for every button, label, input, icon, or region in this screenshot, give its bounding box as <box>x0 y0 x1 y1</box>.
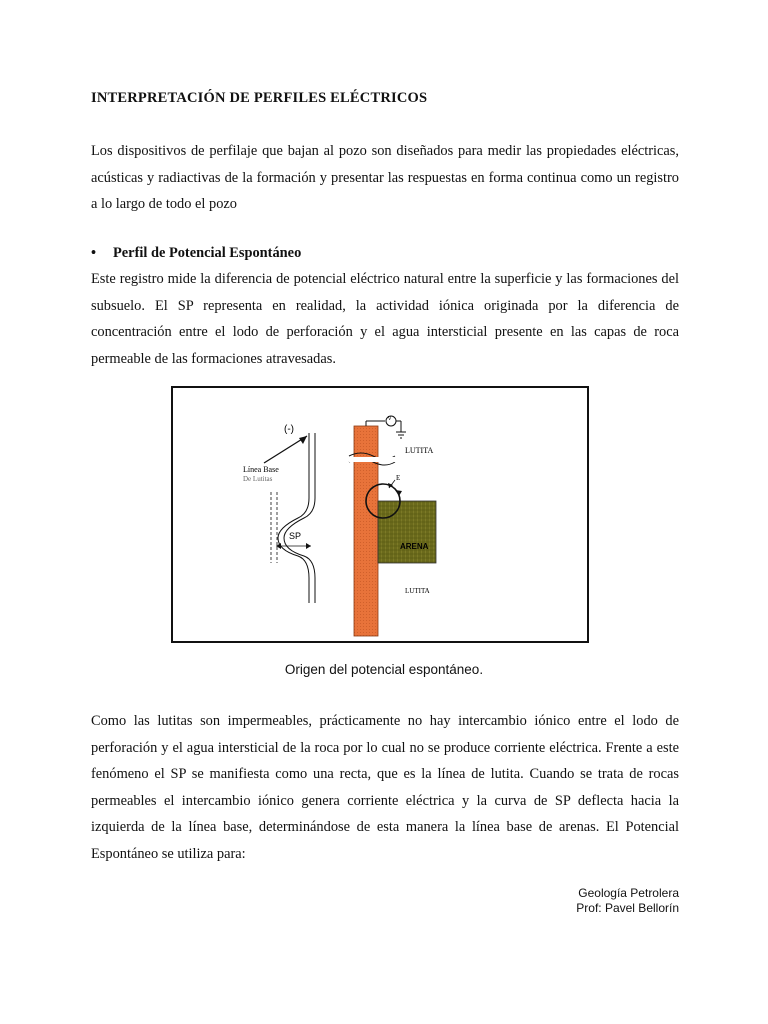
lutita-top-label: LUTITA <box>405 446 434 455</box>
base-label-2: De Lutitas <box>243 475 273 483</box>
footer-course: Geología Petrolera <box>578 886 679 900</box>
sp-diagram-figure <box>171 386 589 643</box>
section-heading <box>91 245 301 262</box>
intro-paragraph: Los dispositivos de perfilaje que bajan al pozo son diseñados para medir las propiedades eléctricas, acústicas y radiactivas de la formación y presentar las respuestas en forma continua como un registro a lo largo de todo el pozo <box>91 143 679 212</box>
lutita-bottom-label: LUTITA <box>405 587 430 595</box>
figure-caption: Origen del potencial espontáneo. <box>284 662 484 677</box>
sp-diagram <box>173 388 587 641</box>
bullet-icon: • <box>91 245 97 261</box>
base-label: Línea Base <box>243 465 279 474</box>
sand-layer <box>378 501 436 563</box>
page-footer <box>576 886 679 916</box>
sp-label: SP <box>289 531 302 541</box>
footer-professor: Prof: Pavel Bellorín <box>576 901 679 915</box>
arena-label: ARENA <box>400 542 429 551</box>
minus-label: (-) <box>284 424 294 435</box>
sp-curve-right <box>284 433 315 603</box>
section-heading-text: Perfil de Potencial Espontáneo <box>113 245 302 261</box>
shale-paragraph: Como las lutitas son impermeables, prácticamente no hay intercambio iónico entre el lodo de perforación y el agua intersticial de la roca por lo cual no se produce corriente eléctrica. Frente a este fenómeno el SP se manifiesta como una recta, que es la línea de lutita. Cuando se trata de rocas permeables el intercambio iónico genera corriente eléctrica y la curva de SP deflecta hacia la izquierda de la línea base, determinándose de esta manera la línea base de arenas. El Potencial Espontáneo se utiliza para: <box>91 713 679 862</box>
e-label: E <box>396 474 401 482</box>
document-title: INTERPRETACIÓN DE PERFILES ELÉCTRICOS <box>91 90 428 106</box>
voltmeter-label: V <box>388 416 392 422</box>
sp-description-paragraph: Este registro mide la diferencia de potencial eléctrico natural entre la superficie y las formaciones del subsuelo. El SP representa en realidad, la actividad iónica originada por la diferencia de concentración entre el lodo de perforación y el agua intersticial presente en las capas de roca permeable de las formaciones atravesadas. <box>91 271 679 367</box>
